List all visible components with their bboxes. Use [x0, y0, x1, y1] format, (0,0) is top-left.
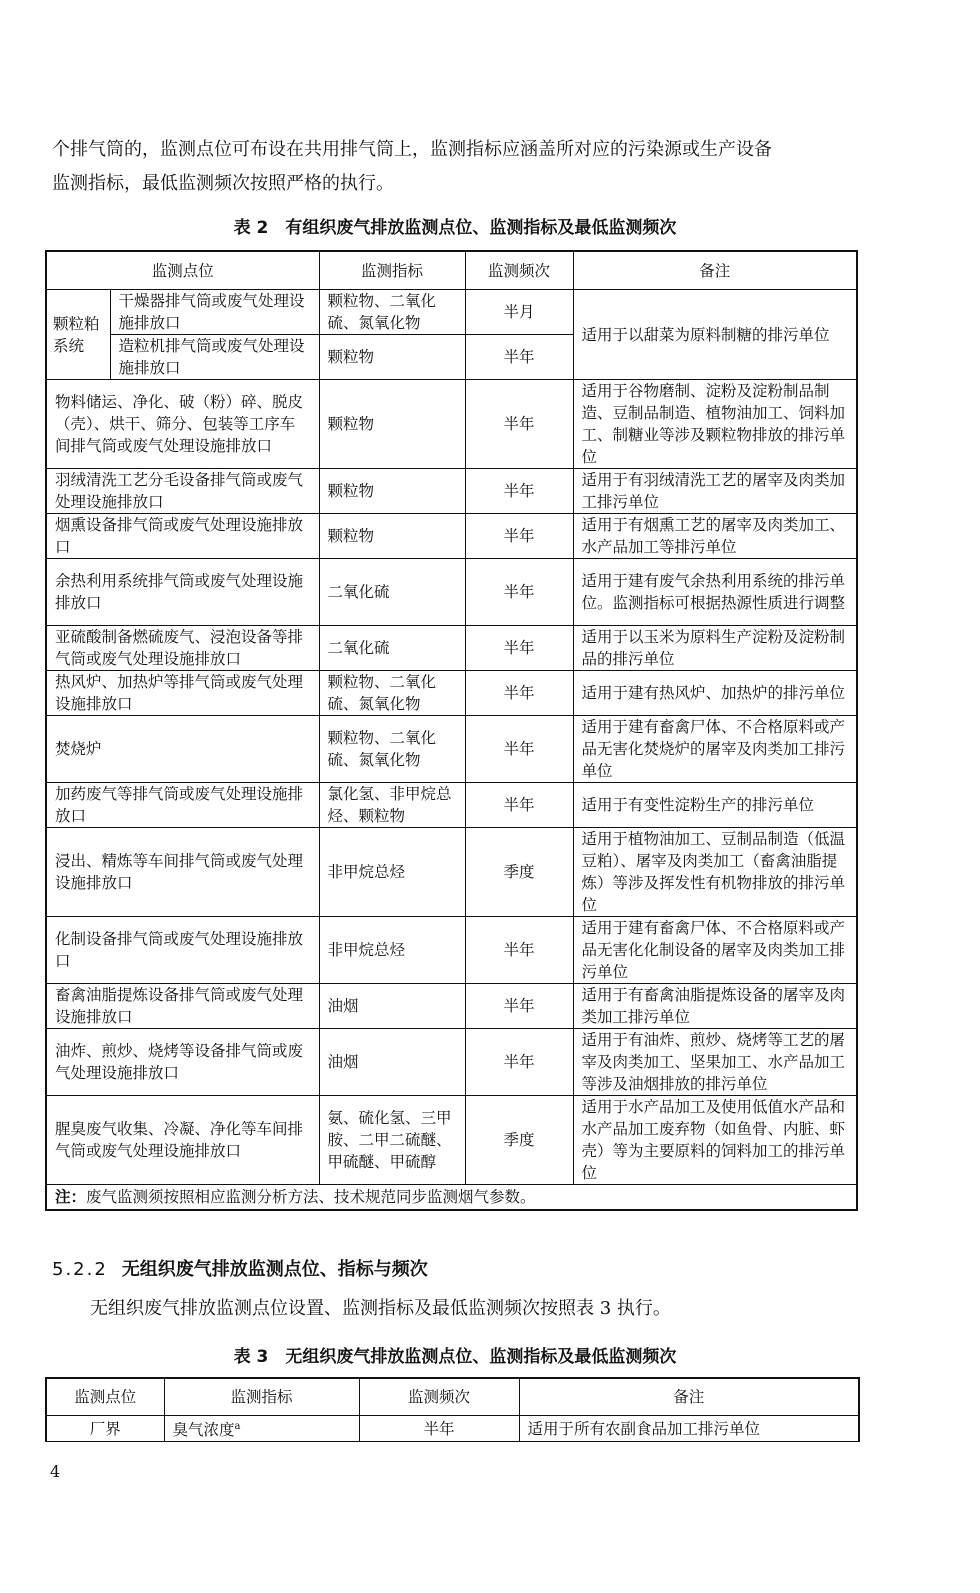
cell-note: 适用于有烟熏工艺的屠宰及肉类加工、水产品加工等排污单位 [573, 514, 857, 559]
cell-indicator: 颗粒物 [319, 380, 465, 469]
cell-indicator: 氯化氢、非甲烷总烃、颗粒物 [319, 783, 465, 828]
cell-frequency: 半年 [465, 626, 573, 671]
table2-header-frequency: 监测频次 [465, 251, 573, 290]
cell-point: 烟熏设备排气筒或废气处理设施排放口 [46, 514, 319, 559]
table-row [46, 1029, 857, 1096]
footnote-text: 废气监测须按照相应监测分析方法、技术规范同步监测烟气参数。 [86, 1188, 536, 1206]
cell-point: 羽绒清洗工艺分毛设备排气筒或废气处理设施排放口 [46, 469, 319, 514]
cell-note: 适用于水产品加工及使用低值水产品和水产品加工废弃物（如鱼骨、内脏、虾壳）等为主要原料的饲料加工的排污单位 [573, 1096, 857, 1185]
cell-point: 畜禽油脂提炼设备排气筒或废气处理设施排放口 [46, 984, 319, 1029]
cell-note: 适用于建有畜禽尸体、不合格原料或产品无害化化制设备的屠宰及肉类加工排污单位 [573, 917, 857, 984]
cell-point: 厂界 [46, 1416, 164, 1442]
cell-point: 热风炉、加热炉等排气筒或废气处理设施排放口 [46, 671, 319, 716]
cell-note: 适用于植物油加工、豆制品制造（低温豆粕）、屠宰及肉类加工（畜禽油脂提炼）等涉及挥发性有机物排放的排污单位 [573, 828, 857, 917]
cell-frequency: 季度 [465, 1096, 573, 1185]
table3-caption: 表 3 无组织废气排放监测点位、监测指标及最低监测频次 [233, 1347, 677, 1367]
table-row [46, 514, 857, 559]
cell-frequency: 半年 [465, 671, 573, 716]
cell-indicator: 非甲烷总烃 [319, 917, 465, 984]
cell-frequency: 半年 [465, 917, 573, 984]
table-row [46, 626, 857, 671]
group-label: 颗粒粕系统 [46, 290, 110, 380]
intro-paragraph [52, 133, 882, 201]
cell-frequency: 半年 [465, 559, 573, 626]
cell-indicator: 颗粒物、二氧化硫、氮氧化物 [319, 290, 465, 335]
indicator-text: 臭气浓度 [172, 1421, 235, 1440]
cell-point: 亚硫酸制备燃硫废气、浸泡设备等排气筒或废气处理设施排放口 [46, 626, 319, 671]
cell-point: 焚烧炉 [46, 716, 319, 783]
table3-header-row [46, 1378, 859, 1416]
table-row [46, 1416, 859, 1442]
cell-point: 化制设备排气筒或废气处理设施排放口 [46, 917, 319, 984]
table-row [46, 290, 857, 335]
table-row [46, 783, 857, 828]
cell-indicator: 非甲烷总烃 [319, 828, 465, 917]
cell-indicator [164, 1416, 359, 1442]
cell-note: 适用于谷物磨制、淀粉及淀粉制品制造、豆制品制造、植物油加工、饲料加工、制糖业等涉及颗粒物排放的排污单位 [573, 380, 857, 469]
cell-note: 适用于所有农副食品加工排污单位 [519, 1416, 859, 1442]
cell-indicator: 氨、硫化氢、三甲胺、二甲二硫醚、甲硫醚、甲硫醇 [319, 1096, 465, 1185]
cell-frequency: 半年 [465, 514, 573, 559]
table3-header-note: 备注 [519, 1378, 859, 1416]
table3-header-frequency: 监测频次 [359, 1378, 519, 1416]
cell-indicator: 颗粒物 [319, 469, 465, 514]
cell-note: 适用于有畜禽油脂提炼设备的屠宰及肉类加工排污单位 [573, 984, 857, 1029]
cell-indicator: 油烟 [319, 984, 465, 1029]
table-row [46, 984, 857, 1029]
cell-point: 物料储运、净化、破（粉）碎、脱皮（壳）、烘干、筛分、包装等工序车间排气筒或废气处理设施排放口 [46, 380, 319, 469]
cell-indicator: 二氧化硫 [319, 559, 465, 626]
footnote-marker: a [234, 1421, 241, 1432]
section-number: 5.2.2 [52, 1259, 108, 1280]
table-row [46, 671, 857, 716]
cell-note: 适用于有羽绒清洗工艺的屠宰及肉类加工排污单位 [573, 469, 857, 514]
cell-note: 适用于建有废气余热利用系统的排污单位。监测指标可根据热源性质进行调整 [573, 559, 857, 626]
table-row [46, 1096, 857, 1185]
cell-indicator: 颗粒物、二氧化硫、氮氧化物 [319, 716, 465, 783]
table-row [46, 380, 857, 469]
table-row [46, 716, 857, 783]
cell-indicator: 油烟 [319, 1029, 465, 1096]
footnote-label: 注： [55, 1187, 87, 1206]
table3-header-point: 监测点位 [46, 1378, 164, 1416]
cell-note: 适用于有油炸、煎炒、烧烤等工艺的屠宰及肉类加工、坚果加工、水产品加工等涉及油烟排放的排污单位 [573, 1029, 857, 1096]
cell-frequency: 半年 [465, 380, 573, 469]
cell-frequency: 半年 [465, 783, 573, 828]
section-title: 无组织废气排放监测点位、指标与频次 [121, 1259, 428, 1280]
table-row [46, 469, 857, 514]
cell-note: 适用于建有热风炉、加热炉的排污单位 [573, 671, 857, 716]
cell-point: 造粒机排气筒或废气处理设施排放口 [110, 335, 319, 380]
intro-line-1: 个排气筒的，监测点位可布设在共用排气筒上，监测指标应涵盖所对应的污染源或生产设备 [52, 139, 772, 160]
cell-point: 干燥器排气筒或废气处理设施排放口 [110, 290, 319, 335]
table2-header-note: 备注 [573, 251, 857, 290]
cell-indicator: 二氧化硫 [319, 626, 465, 671]
table2-header-point: 监测点位 [46, 251, 319, 290]
section-heading [52, 1255, 428, 1281]
cell-point: 加药废气等排气筒或废气处理设施排放口 [46, 783, 319, 828]
cell-frequency: 半年 [465, 335, 573, 380]
table2-footnote-row [46, 1185, 857, 1211]
table2-footnote [46, 1185, 857, 1211]
cell-frequency: 季度 [465, 828, 573, 917]
cell-point: 浸出、精炼等车间排气筒或废气处理设施排放口 [46, 828, 319, 917]
cell-point: 油炸、煎炒、烧烤等设备排气筒或废气处理设施排放口 [46, 1029, 319, 1096]
section-paragraph: 无组织废气排放监测点位设置、监测指标及最低监测频次按照表 3 执行。 [90, 1298, 671, 1319]
cell-indicator: 颗粒物 [319, 514, 465, 559]
cell-frequency: 半月 [465, 290, 573, 335]
cell-frequency: 半年 [465, 716, 573, 783]
cell-indicator: 颗粒物 [319, 335, 465, 380]
page-number: 4 [50, 1462, 61, 1481]
table3-header-indicator: 监测指标 [164, 1378, 359, 1416]
cell-note: 适用于建有畜禽尸体、不合格原料或产品无害化焚烧炉的屠宰及肉类加工排污单位 [573, 716, 857, 783]
intro-line-2: 监测指标，最低监测频次按照严格的执行。 [52, 173, 394, 194]
table-row [46, 559, 857, 626]
cell-frequency: 半年 [465, 1029, 573, 1096]
cell-indicator: 颗粒物、二氧化硫、氮氧化物 [319, 671, 465, 716]
table2-header-row [46, 251, 857, 290]
table2 [45, 250, 858, 1211]
cell-note: 适用于以玉米为原料生产淀粉及淀粉制品的排污单位 [573, 626, 857, 671]
table-row [46, 828, 857, 917]
cell-note: 适用于有变性淀粉生产的排污单位 [573, 783, 857, 828]
cell-frequency: 半年 [465, 984, 573, 1029]
table2-caption: 表 2 有组织废气排放监测点位、监测指标及最低监测频次 [233, 218, 677, 238]
table3 [45, 1377, 860, 1442]
cell-point: 腥臭废气收集、冷凝、净化等车间排气筒或废气处理设施排放口 [46, 1096, 319, 1185]
table2-header-indicator: 监测指标 [319, 251, 465, 290]
cell-frequency: 半年 [359, 1416, 519, 1442]
table-row [46, 917, 857, 984]
cell-frequency: 半年 [465, 469, 573, 514]
cell-point: 余热利用系统排气筒或废气处理设施排放口 [46, 559, 319, 626]
cell-note: 适用于以甜菜为原料制糖的排污单位 [573, 290, 857, 380]
